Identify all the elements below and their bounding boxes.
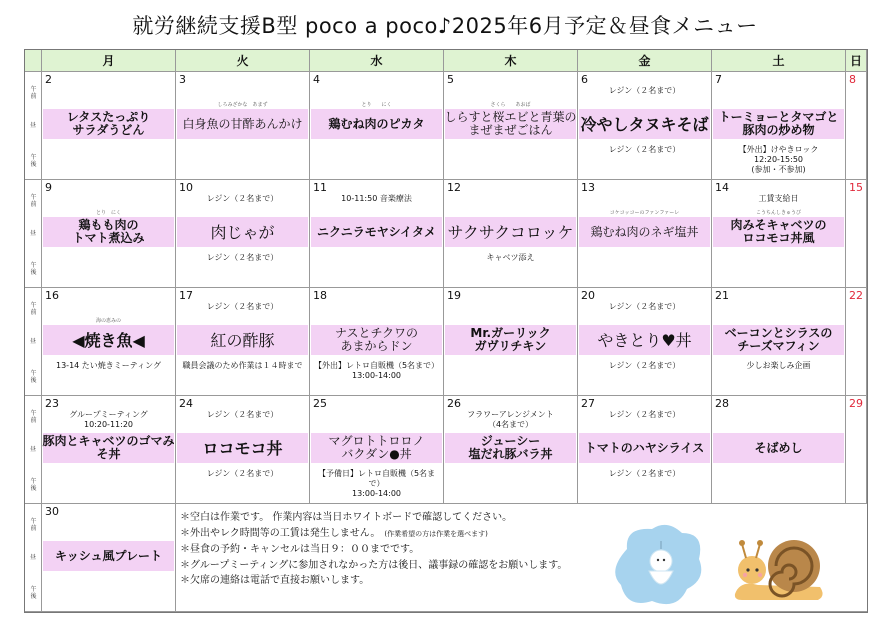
afternoon-event: レジン（２名まで） — [608, 469, 681, 478]
day-cell — [846, 396, 867, 504]
page-title: 就労継続支援B型 poco a poco♪2025年6月予定＆昼食メニュー — [132, 14, 758, 38]
day-cell — [444, 180, 578, 288]
day-number: 27 — [581, 397, 595, 410]
day-number: 25 — [313, 397, 327, 410]
morning-event: レジン（２名まで） — [206, 302, 279, 311]
weekday-header: 水 — [310, 50, 444, 72]
lunch-menu-text: 紅の酢豚 — [210, 330, 275, 350]
lunch-menu-text: ロコモコ丼 — [202, 438, 283, 458]
afternoon-event: 少しお楽しみ企画 — [746, 361, 811, 370]
day-cell — [310, 396, 444, 504]
snail-illustration — [730, 530, 830, 609]
time-label-column — [25, 180, 42, 288]
lunch-menu-text: サクサクコロッケ — [447, 222, 574, 242]
day-cell — [846, 72, 867, 180]
day-number: 9 — [45, 181, 52, 194]
day-number: 20 — [581, 289, 595, 302]
time-label-column — [25, 504, 42, 612]
time-label-am: 午前 — [30, 518, 37, 532]
day-cell — [712, 72, 846, 180]
morning-event: フラワーアレンジメント （4名まで） — [467, 410, 554, 429]
day-number: 10 — [179, 181, 193, 194]
day-cell — [578, 180, 712, 288]
day-cell — [176, 72, 310, 180]
day-number: 18 — [313, 289, 327, 302]
day-cell — [176, 288, 310, 396]
note-text: ＊欠席の連絡は電話で直接お願いします。 — [180, 575, 370, 586]
afternoon-event: レジン（２名まで） — [206, 469, 279, 478]
morning-event: グループミーティング 10:20-11:20 — [69, 410, 148, 429]
day-cell — [444, 288, 578, 396]
day-cell — [712, 288, 846, 396]
lunch-menu-text: ニクニラモヤシイタメ — [316, 224, 437, 239]
time-label-noon: 昼 — [29, 230, 36, 237]
day-cell — [846, 180, 867, 288]
lunch-menu-text: ベーコンとシラスの チーズマフィン — [724, 326, 833, 353]
day-cell — [712, 396, 846, 504]
day-number: 28 — [715, 397, 729, 410]
afternoon-event: 13-14 たい焼きミーティング — [56, 361, 161, 370]
day-cell — [444, 72, 578, 180]
header-corner — [25, 50, 42, 72]
weekday-header: 土 — [712, 50, 846, 72]
lunch-menu-text: レタスたっぷり サラダうどん — [66, 110, 151, 137]
day-cell — [42, 72, 176, 180]
ruby-annotation: とり にく — [95, 210, 121, 216]
day-cell — [42, 504, 176, 612]
lunch-menu-text: マグロトトロロノ バクダン●丼 — [328, 434, 425, 461]
day-cell — [578, 72, 712, 180]
day-number: 4 — [313, 73, 320, 86]
time-label-column — [25, 72, 42, 180]
time-label-pm: 午後 — [30, 586, 37, 600]
note-text: ＊外出やレク時間等の工賃は発生しません。 — [180, 527, 381, 539]
time-label-pm: 午後 — [30, 478, 37, 492]
day-number: 14 — [715, 181, 729, 194]
morning-event: 工賃支給日 — [758, 194, 799, 203]
afternoon-event: 職員会議のため作業は１４時まで — [182, 361, 303, 370]
time-label-am: 午前 — [30, 302, 37, 316]
weekday-header: 月 — [42, 50, 176, 72]
day-number: 22 — [849, 289, 863, 302]
day-number: 24 — [179, 397, 193, 410]
day-number: 15 — [849, 181, 863, 194]
afternoon-event: キャベツ添え — [486, 253, 535, 262]
time-label-am: 午前 — [30, 86, 37, 100]
day-number: 30 — [45, 505, 59, 518]
lunch-menu-text: 豚肉とキャベツのゴマみそ丼 — [42, 434, 175, 461]
lunch-menu-text: しらすと桜エビと青葉の まぜまぜごはん — [444, 110, 577, 137]
day-number: 8 — [849, 73, 856, 86]
time-label-column — [25, 396, 42, 504]
note-line — [180, 542, 630, 558]
lunch-menu-text: やきとり♥丼 — [597, 330, 692, 350]
day-cell — [42, 180, 176, 288]
lunch-menu-text: トーミョーとタマゴと 豚肉の炒め物 — [718, 110, 839, 137]
day-number: 2 — [45, 73, 52, 86]
weekday-header: 金 — [578, 50, 712, 72]
note-subtext: (作業希望の方は作業を選べます) — [384, 529, 488, 538]
day-number: 12 — [447, 181, 461, 194]
lunch-menu-text: 白身魚の甘酢あんかけ — [182, 116, 303, 131]
morning-event: レジン（２名まで） — [608, 410, 681, 419]
afternoon-event: レジン（２名まで） — [608, 145, 681, 154]
lunch-menu-text: ナスとチクワの あまからドン — [334, 326, 419, 353]
lunch-menu-text: ジューシー 塩だれ豚バラ丼 — [468, 434, 553, 461]
note-text: ＊昼食の予約・キャンセルは当日９：００までです。 — [180, 544, 420, 555]
weekday-header: 日 — [846, 50, 867, 72]
lunch-menu-text: トマトのハヤシライス — [584, 440, 705, 455]
teru-teru-bozu-illustration — [607, 519, 707, 618]
time-label-noon: 昼 — [29, 122, 36, 129]
note-line — [180, 558, 630, 574]
day-cell — [310, 288, 444, 396]
day-number: 6 — [581, 73, 588, 86]
time-label-am: 午前 — [30, 194, 37, 208]
time-label-noon: 昼 — [29, 338, 36, 345]
weekday-header: 火 — [176, 50, 310, 72]
time-label-pm: 午後 — [30, 370, 37, 384]
afternoon-event: 【外出】けやきロック 12:20-15:50 (参加・不参加) — [738, 145, 819, 174]
afternoon-event: 【予備日】レトロ自販機（5名まで） 13:00-14:00 — [317, 469, 436, 498]
ruby-annotation: さくら あおば — [490, 102, 531, 108]
note-text: ＊グループミーティングに参加されなかった方は後日、議事録の確認をお願いします。 — [180, 559, 568, 571]
lunch-menu-text: 冷やしタヌキそば — [580, 114, 709, 134]
day-cell — [176, 180, 310, 288]
weekday-header: 木 — [444, 50, 578, 72]
ruby-annotation: 海の恵みの — [95, 318, 121, 324]
notes-list — [180, 510, 630, 589]
day-number: 11 — [313, 181, 327, 194]
afternoon-event: 【外出】レトロ自販機（5名まで） 13:00-14:00 — [313, 361, 440, 380]
day-number: 17 — [179, 289, 193, 302]
day-number: 13 — [581, 181, 595, 194]
day-cell — [310, 72, 444, 180]
note-line — [180, 526, 630, 543]
lunch-menu-text: 肉みそキャベツの ロコモコ丼風 — [730, 218, 827, 245]
morning-event: レジン（２名まで） — [206, 410, 279, 419]
ruby-annotation: しろみざかな あまず — [217, 102, 268, 108]
ruby-annotation: コケコッコーのファンファーレ — [609, 210, 680, 216]
day-cell — [444, 396, 578, 504]
day-cell — [846, 288, 867, 396]
lunch-menu-text: 鶏もも肉の トマト煮込み — [72, 218, 145, 245]
lunch-menu-text: 鶏むね肉のピカタ — [328, 116, 425, 131]
lunch-menu-text: キッシュ風プレート — [54, 548, 163, 563]
day-number: 19 — [447, 289, 461, 302]
lunch-menu-text: そばめし — [754, 440, 803, 455]
morning-event: 10-11:50 音楽療法 — [341, 194, 412, 203]
ruby-annotation: こうちんしきゅうび — [755, 210, 801, 216]
afternoon-event: レジン（２名まで） — [206, 253, 279, 262]
lunch-menu-text: ◀焼き魚◀ — [72, 330, 145, 350]
day-number: 21 — [715, 289, 729, 302]
day-cell — [310, 180, 444, 288]
lunch-menu-text: Mr.ガーリック ガヴリチキン — [470, 326, 551, 353]
time-label-noon: 昼 — [29, 554, 36, 561]
lunch-menu-text: 鶏むね肉のネギ塩丼 — [590, 224, 699, 239]
day-number: 7 — [715, 73, 722, 86]
day-cell — [42, 288, 176, 396]
day-number: 3 — [179, 73, 186, 86]
morning-event: レジン（２名まで） — [608, 86, 681, 95]
ruby-annotation: とり にく — [361, 102, 392, 108]
time-label-noon: 昼 — [29, 446, 36, 453]
day-number: 29 — [849, 397, 863, 410]
day-cell — [176, 396, 310, 504]
time-label-pm: 午後 — [30, 262, 37, 276]
day-cell — [578, 396, 712, 504]
day-cell — [578, 288, 712, 396]
note-text: ＊空白は作業です。 作業内容は当日ホワイトボードで確認してください。 — [180, 512, 513, 523]
afternoon-event: レジン（２名まで） — [608, 361, 681, 370]
time-label-column — [25, 288, 42, 396]
calendar-grid — [24, 49, 868, 613]
morning-event: レジン（２名まで） — [608, 302, 681, 311]
day-cell — [712, 180, 846, 288]
day-number: 26 — [447, 397, 461, 410]
day-cell — [42, 396, 176, 504]
day-number: 23 — [45, 397, 59, 410]
note-line — [180, 510, 630, 526]
day-number: 5 — [447, 73, 454, 86]
time-label-pm: 午後 — [30, 154, 37, 168]
time-label-am: 午前 — [30, 410, 37, 424]
morning-event: レジン（２名まで） — [206, 194, 279, 203]
lunch-menu-text: 肉じゃが — [210, 222, 275, 242]
note-line — [180, 573, 630, 589]
day-number: 16 — [45, 289, 59, 302]
